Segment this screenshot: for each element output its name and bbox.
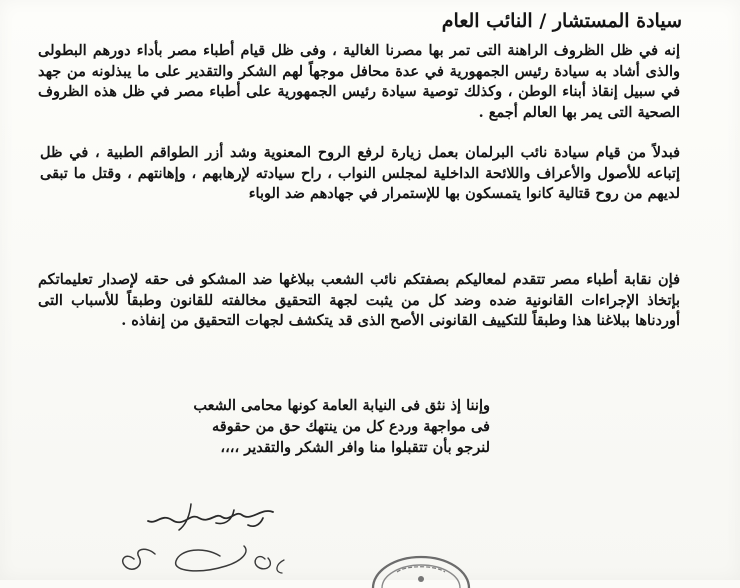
signature-stroke — [123, 549, 155, 569]
signature-graphic — [98, 494, 298, 580]
signature-stroke — [248, 518, 263, 526]
handwritten-signature — [98, 494, 298, 580]
closing-line-3: لنرجو بأن تتقبلوا منا وافر الشكر والتقدير ،،،، — [220, 439, 490, 456]
signature-stroke — [148, 511, 273, 522]
signature-stroke — [176, 546, 246, 571]
signature-stroke — [277, 560, 284, 573]
stamp-graphic — [366, 548, 476, 588]
stamp-center-mark — [418, 576, 424, 582]
closing-block — [130, 395, 490, 458]
signature-stroke — [179, 504, 191, 530]
stamp-outer-ring — [373, 557, 469, 588]
paragraph-complaint: فبدلاً من قيام سيادة نائب البرلمان بعمل زيارة لرفع الروح المعنوية وشد أزر الطواقم الطبية ، في ظل إتباعه للأصول والأعراف واللائحة الداخلية لمجلس النواب ، راح سيادته لإرهابهم ، وإهانتهم ، وقتل ما تبقى لديهم من روح قتالية كانوا يتمسكون بها للإستمرار في جهادهم ضد الوباء — [40, 144, 680, 202]
paragraph-context: إنه في ظل الظروف الراهنة التى تمر بها مصرنا الغالية ، وفى ظل قيام أطباء مصر بأداء دورهم البطولى والذى أشاد به سيادة رئيس الجمهورية في عدة محافل موجهاً لهم الشكر والتقدير على ما يبذلونه من جهد في سبيل إنقاذ أبناء الوطن ، وكذلك توصية سيادة رئيس الجمهورية على أطباء مصر في ظل هذه الظروف الصحية التى يمر بها العالم أجمع . — [38, 42, 680, 121]
closing-line-1: وإننا إذ نثق فى النيابة العامة كونها محامى الشعب — [193, 397, 490, 414]
signature-stroke — [255, 557, 270, 569]
closing-line-2: فى مواجهة وردع كل من ينتهك حق من حقوقه — [212, 418, 490, 435]
official-stamp — [366, 548, 476, 588]
paragraph-request: فإن نقابة أطباء مصر تتقدم لمعاليكم بصفتكم نائب الشعب ببلاغها ضد المشكو فى حقه لإصدار تعليماتكم بإتخاذ الإجراءات القانونية ضده وضد كل من يثبت لجهة التحقيق مخالفته للقانون وطبقاً للأسباب التى أوردناها ببلاغنا هذا وطبقاً للتكييف القانونى الأصح الذى قد يتكشف لجهات التحقيق من إنفاذه . — [38, 271, 680, 329]
salutation-heading: سيادة المستشار / النائب العام — [441, 10, 682, 32]
